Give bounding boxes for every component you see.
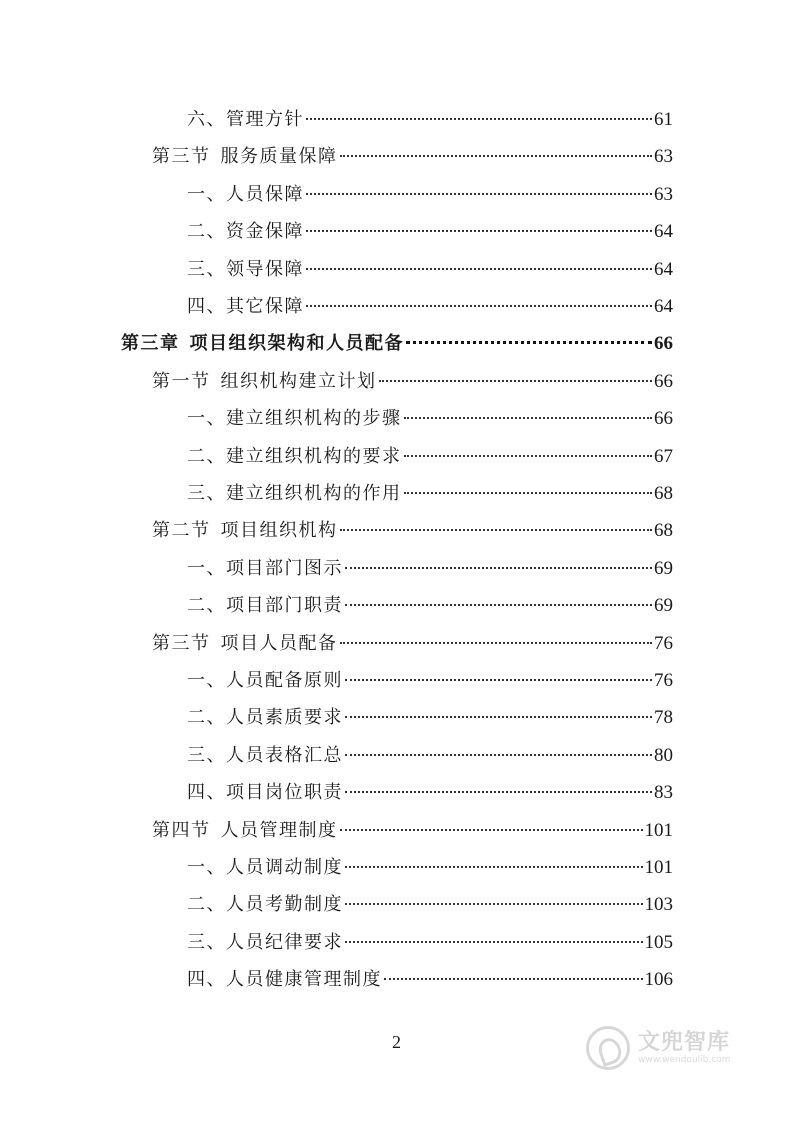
toc-entry-label	[187, 965, 382, 995]
toc-entry-label	[187, 292, 304, 322]
toc-entry-page: 80	[654, 744, 673, 766]
toc-entry-page: 67	[654, 445, 673, 467]
toc-entry-page: 83	[654, 782, 673, 804]
toc-entry-label	[187, 778, 343, 808]
toc-entry-page: 63	[654, 183, 673, 205]
toc-entry[interactable]	[187, 778, 673, 808]
toc-entry-title: 项目组织机构	[220, 520, 338, 542]
watermark-subtitle: www.wendoulib.com	[638, 1054, 731, 1065]
toc-entry-number: 一、	[187, 183, 226, 205]
toc-entry[interactable]	[187, 853, 673, 883]
toc-entry-number: 二、	[187, 221, 226, 243]
toc-entry-number: 一、	[187, 670, 226, 691]
toc-entry[interactable]	[187, 180, 673, 210]
toc-entry-label	[152, 629, 338, 659]
toc-entry-label	[152, 816, 338, 846]
toc-entry-page: 76	[654, 670, 673, 691]
toc-dot-leader	[345, 754, 652, 756]
toc-dot-leader	[404, 455, 653, 457]
toc-entry-title: 项目岗位职责	[226, 782, 343, 804]
toc-entry-label	[187, 217, 304, 247]
toc-entry[interactable]	[187, 404, 673, 434]
toc-dot-leader	[345, 567, 652, 569]
watermark-title: 文兜智库	[638, 1029, 731, 1055]
toc-entry-number: 第三章	[121, 333, 180, 355]
toc-entry-number: 一、	[187, 408, 226, 430]
toc-entry-title: 人员管理制度	[220, 819, 338, 841]
toc-entry-page: 69	[654, 557, 673, 579]
toc-entry-page: 78	[654, 707, 673, 729]
toc-entry-label	[187, 105, 304, 135]
toc-entry-number: 二、	[187, 595, 226, 617]
toc-entry-number: 一、	[187, 557, 226, 579]
toc-dot-leader	[306, 193, 652, 195]
toc-entry-title: 服务质量保障	[220, 146, 338, 168]
toc-entry-title: 项目人员配备	[220, 632, 338, 654]
toc-entry-label	[121, 329, 404, 359]
toc-entry-title: 人员纪律要求	[226, 931, 343, 953]
toc-entry-page: 64	[654, 221, 673, 243]
toc-entry-title: 人员保障	[226, 183, 304, 205]
toc-entry-number: 四、	[187, 296, 226, 317]
toc-entry-title: 其它保障	[226, 296, 304, 317]
toc-entry[interactable]	[187, 479, 673, 509]
toc-entry[interactable]	[152, 629, 673, 659]
toc-entry[interactable]	[187, 591, 673, 621]
toc-dot-leader	[345, 866, 643, 868]
toc-entry-label	[187, 554, 343, 584]
toc-entry-label	[187, 442, 402, 472]
toc-entry-label	[152, 142, 338, 172]
toc-entry-number: 三、	[187, 483, 226, 504]
toc-entry-title: 人员健康管理制度	[226, 969, 382, 991]
toc-entry-number: 第一节	[152, 370, 211, 392]
toc-entry-label	[187, 890, 343, 920]
toc-entry[interactable]	[187, 666, 673, 696]
toc-entry-label	[187, 479, 402, 509]
toc-entry-page: 61	[654, 109, 673, 130]
toc-entry-page: 64	[654, 258, 673, 280]
toc-entry-title: 人员表格汇总	[226, 744, 343, 766]
toc-entry-label	[187, 703, 343, 733]
toc-entry-label	[187, 180, 304, 210]
toc-entry[interactable]	[152, 816, 673, 846]
toc-dot-leader	[345, 903, 643, 905]
page-number: 2	[392, 1032, 401, 1052]
toc-dot-leader	[404, 417, 653, 419]
toc-dot-leader	[345, 791, 652, 793]
toc-entry-number: 三、	[187, 744, 226, 766]
toc-entry-label	[152, 367, 377, 397]
toc-entry[interactable]	[187, 890, 673, 920]
toc-entry-label	[187, 255, 304, 285]
toc-entry-title: 管理方针	[226, 109, 304, 130]
toc-entry-number: 三、	[187, 258, 226, 280]
toc-entry[interactable]	[187, 255, 673, 285]
toc-entry-number: 第四节	[152, 819, 211, 841]
toc-dot-leader	[345, 679, 652, 681]
toc-entry-number: 六、	[187, 109, 226, 130]
toc-dot-leader	[306, 305, 652, 307]
toc-entry-title: 建立组织机构的要求	[226, 445, 402, 467]
toc-entry-page: 64	[654, 296, 673, 317]
toc-entry-title: 人员素质要求	[226, 707, 343, 729]
toc-entry-page: 76	[654, 632, 673, 654]
toc-entry-label	[187, 591, 343, 621]
toc-entry-title: 建立组织机构的步骤	[226, 408, 402, 430]
toc-entry-page: 106	[644, 969, 673, 991]
toc-dot-leader	[384, 978, 643, 980]
toc-dot-leader	[404, 492, 653, 494]
toc-entry-number: 三、	[187, 931, 226, 953]
toc-entry[interactable]	[152, 367, 673, 397]
toc-entry[interactable]	[152, 142, 673, 172]
toc-entry[interactable]	[187, 928, 673, 958]
toc-entry[interactable]	[121, 329, 673, 359]
toc-entry-title: 领导保障	[226, 258, 304, 280]
toc-dot-leader	[340, 155, 653, 157]
toc-entry-label	[187, 741, 343, 771]
toc-entry[interactable]	[152, 516, 673, 546]
toc-dot-leader	[306, 230, 652, 232]
toc-entry-label	[187, 666, 343, 696]
toc-dot-leader	[406, 341, 652, 344]
toc-entry-title: 组织机构建立计划	[220, 370, 377, 392]
toc-entry-number: 二、	[187, 894, 226, 916]
toc-entry-page: 101	[644, 857, 673, 878]
toc-entry[interactable]	[187, 703, 673, 733]
toc-entry-label	[187, 928, 343, 958]
toc-entry-number: 二、	[187, 445, 226, 467]
toc-dot-leader	[345, 604, 652, 606]
toc-entry[interactable]	[187, 217, 673, 247]
toc-entry-label	[187, 404, 402, 434]
toc-entry-page: 68	[654, 483, 673, 504]
toc-entry-title: 人员配备原则	[226, 670, 343, 691]
toc-entry-label	[187, 853, 343, 883]
toc-entry-number: 四、	[187, 782, 226, 804]
toc-dot-leader	[345, 941, 643, 943]
toc-entry-number: 一、	[187, 857, 226, 878]
toc-entry[interactable]	[187, 554, 673, 584]
toc-entry-page: 101	[644, 819, 673, 841]
toc-entry-number: 第三节	[152, 146, 211, 168]
toc-dot-leader	[379, 380, 653, 382]
toc-entry-number: 第三节	[152, 632, 211, 654]
toc-entry[interactable]	[187, 965, 673, 995]
toc-entry-page: 66	[654, 408, 673, 430]
toc-entry-page: 105	[644, 931, 673, 953]
toc-entry-page: 66	[654, 370, 673, 392]
toc-entry-number: 二、	[187, 707, 226, 729]
toc-dot-leader	[306, 118, 652, 120]
toc-entry-number: 四、	[187, 969, 226, 991]
toc-entry-title: 人员调动制度	[226, 857, 343, 878]
toc-entry-title: 项目组织架构和人员配备	[189, 333, 404, 355]
toc-dot-leader	[340, 829, 643, 831]
toc-entry[interactable]	[187, 442, 673, 472]
toc-dot-leader	[340, 642, 653, 644]
toc-entry[interactable]	[187, 105, 673, 135]
toc-entry[interactable]	[187, 741, 673, 771]
toc-entry[interactable]	[187, 292, 673, 322]
toc-entry-page: 68	[654, 520, 673, 542]
toc-entry-page: 63	[654, 146, 673, 168]
toc-entry-page: 103	[644, 894, 673, 916]
toc-entry-title: 建立组织机构的作用	[226, 483, 402, 504]
toc-dot-leader	[340, 529, 653, 531]
toc-entry-label	[152, 516, 338, 546]
toc-entry-number: 第二节	[152, 520, 211, 542]
toc-entry-page: 66	[654, 333, 673, 355]
toc-entry-title: 人员考勤制度	[226, 894, 343, 916]
toc-dot-leader	[345, 716, 652, 718]
toc-entry-title: 资金保障	[226, 221, 304, 243]
watermark	[586, 1018, 756, 1078]
toc-dot-leader	[306, 268, 652, 270]
toc-entry-title: 项目部门图示	[226, 557, 343, 579]
toc-entry-title: 项目部门职责	[226, 595, 343, 617]
toc-entry-page: 69	[654, 595, 673, 617]
watermark-logo-icon	[586, 1026, 630, 1070]
